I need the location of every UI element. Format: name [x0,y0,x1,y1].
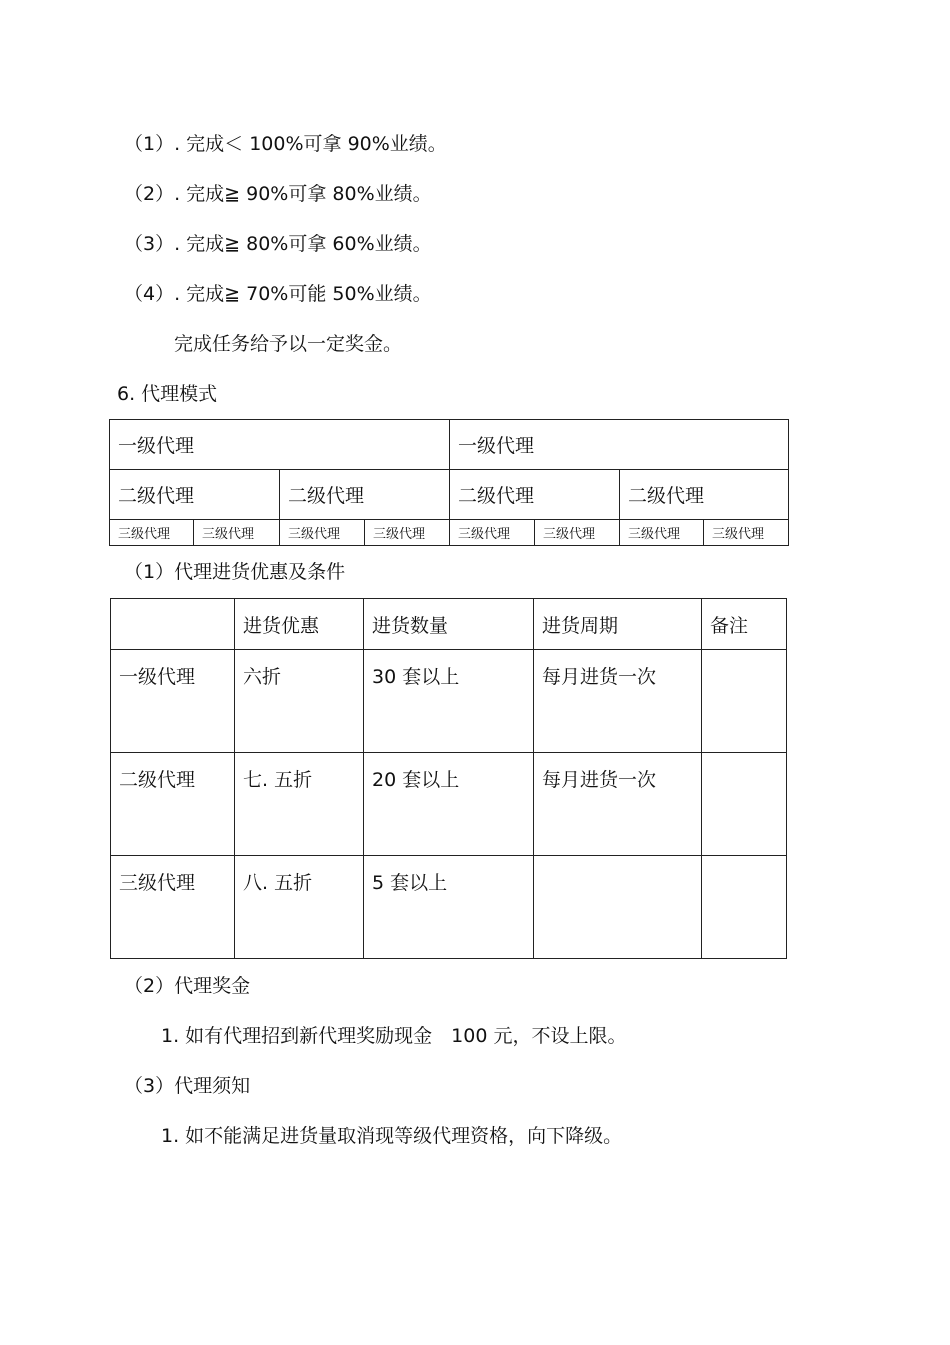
rule-4: （4）. 完成≧ 70%可能 50%业绩。 [124,283,432,305]
table-cell: 七. 五折 [235,753,364,856]
tree-level3-cell: 三级代理 [535,520,620,546]
subsection-3-item: 1. 如不能满足进货量取消现等级代理资格，向下降级。 [161,1125,623,1147]
subsection-1-title: （1）代理进货优惠及条件 [124,561,346,583]
table-row [111,753,787,856]
table-cell: 八. 五折 [235,856,364,959]
table-cell: 二级代理 [111,753,235,856]
rule-1: （1）. 完成＜ 100%可拿 90%业绩。 [124,133,447,155]
table-cell [534,856,702,959]
table-row [111,856,787,959]
tree-level3-cell: 三级代理 [704,520,789,546]
tree-level2-cell: 二级代理 [450,470,620,520]
tree-level3-cell: 三级代理 [110,520,194,546]
table-cell [702,650,787,753]
table-cell: 20 套以上 [364,753,534,856]
table-cell: 每月进货一次 [534,650,702,753]
tree-level2-cell: 二级代理 [280,470,450,520]
tree-level1-cell: 一级代理 [450,420,789,470]
table-header-cell: 进货周期 [534,599,702,650]
tree-level3-cell: 三级代理 [365,520,450,546]
subsection-2-item: 1. 如有代理招到新代理奖励现金 100 元，不设上限。 [161,1025,627,1047]
table-cell [702,753,787,856]
purchase-terms-table [110,598,787,959]
table-cell [702,856,787,959]
tree-level2-cell: 二级代理 [620,470,789,520]
bonus-note: 完成任务给予以一定奖金。 [174,333,403,355]
table-header-cell: 进货优惠 [235,599,364,650]
table-header-cell: 进货数量 [364,599,534,650]
table-header-cell: 备注 [702,599,787,650]
rule-2: （2）. 完成≧ 90%可拿 80%业绩。 [124,183,432,205]
tree-level3-cell: 三级代理 [620,520,704,546]
agent-hierarchy-table [109,419,789,546]
table-header-cell [111,599,235,650]
tree-level1-cell: 一级代理 [110,420,450,470]
table-cell: 三级代理 [111,856,235,959]
section-title: 6. 代理模式 [117,383,218,405]
table-cell: 30 套以上 [364,650,534,753]
tree-level3-cell: 三级代理 [280,520,365,546]
tree-level3-cell: 三级代理 [450,520,535,546]
table-cell: 六折 [235,650,364,753]
rule-3: （3）. 完成≧ 80%可拿 60%业绩。 [124,233,432,255]
tree-level3-cell: 三级代理 [194,520,280,546]
table-cell: 5 套以上 [364,856,534,959]
subsection-2-title: （2）代理奖金 [124,975,251,997]
table-cell: 一级代理 [111,650,235,753]
table-row [111,650,787,753]
tree-level2-cell: 二级代理 [110,470,280,520]
table-cell: 每月进货一次 [534,753,702,856]
subsection-3-title: （3）代理须知 [124,1075,251,1097]
